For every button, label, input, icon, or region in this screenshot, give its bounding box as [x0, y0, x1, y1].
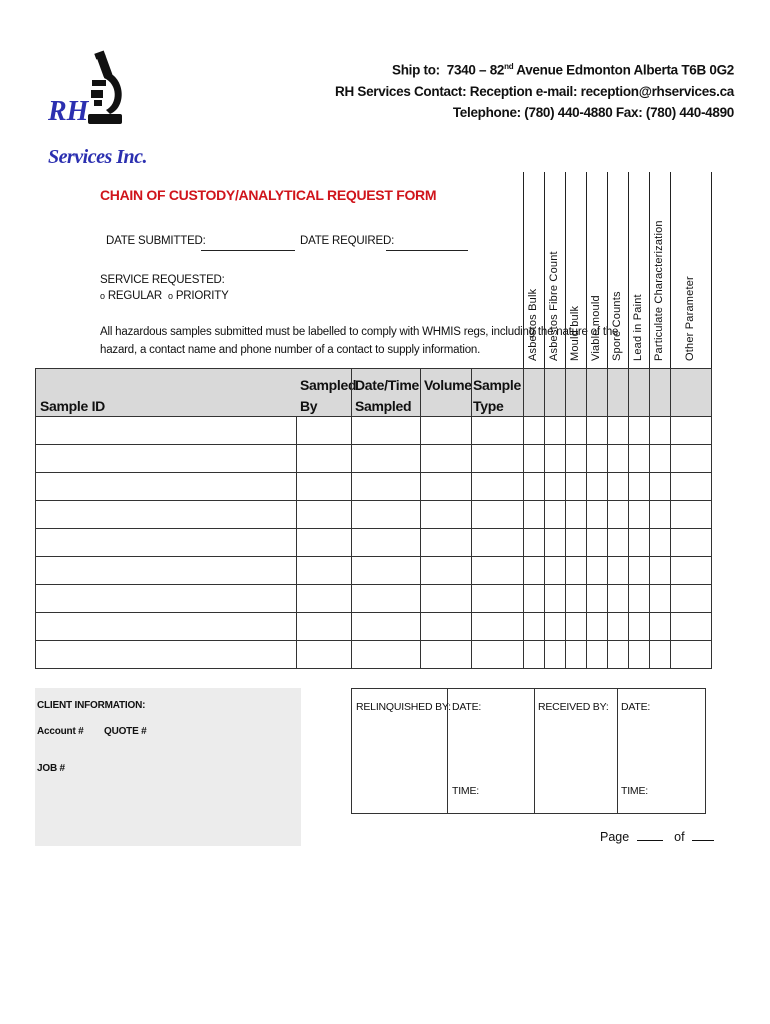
- analysis-header-2: Mould bulk: [568, 305, 581, 361]
- custody-divider: [534, 689, 535, 813]
- sample-id-cell[interactable]: [36, 417, 295, 444]
- regular-radio[interactable]: o: [100, 291, 105, 301]
- service-requested-label: SERVICE REQUESTED:: [100, 274, 225, 286]
- page-counter: [600, 830, 714, 844]
- custody-box: [351, 688, 706, 814]
- sample-id-cell[interactable]: [36, 529, 295, 556]
- logo-company-name: Services Inc.: [48, 146, 148, 168]
- header-sampled-by-line1: Sampled: [300, 377, 357, 393]
- regular-option-label: REGULAR: [107, 290, 163, 302]
- account-label[interactable]: Account #: [37, 726, 84, 737]
- quote-label[interactable]: QUOTE #: [104, 726, 147, 737]
- analysis-header-1: Asbestos Fibre Count: [547, 251, 560, 361]
- ship-to-address-rest: Avenue Edmonton Alberta T6B 0G2: [513, 62, 734, 78]
- page-number-field[interactable]: [637, 840, 663, 841]
- ship-to-label: Ship to:: [392, 62, 440, 78]
- header-date-time: [355, 375, 419, 417]
- client-information-title: CLIENT INFORMATION:: [37, 700, 146, 711]
- header-volume: Volume: [424, 377, 472, 393]
- page-total-field[interactable]: [692, 840, 714, 841]
- sample-id-cell[interactable]: [36, 641, 295, 668]
- header-date-time-line2: Sampled: [355, 398, 412, 414]
- table-column-line: [628, 368, 629, 669]
- table-column-line: [670, 368, 671, 669]
- header-sampled-by-line2: By: [300, 398, 318, 414]
- header-sampled-by: [300, 375, 356, 417]
- analysis-header-3: Viable mould: [589, 295, 602, 361]
- analysis-column-divider: [711, 172, 712, 368]
- table-column-line: [523, 368, 524, 669]
- table-row-line: [35, 668, 711, 669]
- ship-to-block: [335, 56, 734, 123]
- ship-to-ordinal: nd: [504, 62, 514, 71]
- time-field-2[interactable]: TIME:: [621, 785, 648, 797]
- logo-mark: RH: [48, 96, 89, 127]
- header-sample-id: Sample ID: [40, 398, 105, 414]
- whmis-notice-line: hazard, a contact name and phone number of a contact to supply information.: [100, 344, 481, 356]
- sample-id-cell[interactable]: [36, 473, 295, 500]
- service-options: [100, 290, 229, 302]
- ship-to-address: 7340 – 82: [446, 62, 505, 78]
- analysis-column-divider: [628, 172, 629, 368]
- analysis-column-divider: [523, 172, 524, 368]
- priority-option-label: PRIORITY: [175, 290, 229, 302]
- analysis-column-divider: [607, 172, 608, 368]
- analysis-header-4: Spore Counts: [610, 291, 623, 361]
- time-field-1[interactable]: TIME:: [452, 785, 479, 797]
- received-by-field[interactable]: RECEIVED BY:: [538, 701, 609, 713]
- analysis-header-6: Particulate Characterization: [652, 220, 665, 361]
- analysis-header-7: Other Parameter: [683, 276, 696, 361]
- table-column-line: [351, 368, 352, 669]
- date-field-2[interactable]: DATE:: [621, 701, 651, 713]
- header-sample-type-line1: Sample: [473, 377, 521, 393]
- analysis-column-divider: [649, 172, 650, 368]
- table-column-line: [649, 368, 650, 669]
- sample-id-cell[interactable]: [36, 613, 295, 640]
- analysis-column-divider: [586, 172, 587, 368]
- header-date-time-line1: Date/Time: [355, 377, 419, 393]
- of-label: of: [674, 830, 685, 844]
- sample-id-cell[interactable]: [36, 557, 295, 584]
- table-row-line: [35, 368, 711, 369]
- job-label[interactable]: JOB #: [37, 763, 65, 774]
- date-required-label: DATE REQUIRED:: [300, 235, 395, 247]
- analysis-column-divider: [565, 172, 566, 368]
- table-column-line: [544, 368, 545, 669]
- microscope-icon: [82, 50, 128, 130]
- table-column-line: [586, 368, 587, 669]
- table-column-line: [711, 368, 712, 669]
- header-sample-type: [473, 375, 521, 417]
- table-column-line: [296, 416, 297, 669]
- page-label: Page: [600, 830, 630, 844]
- ship-to-line: [335, 56, 734, 81]
- sample-id-cell[interactable]: [36, 445, 295, 472]
- date-submitted-label: DATE SUBMITTED:: [106, 235, 206, 247]
- table-column-line: [420, 368, 421, 669]
- priority-radio[interactable]: o: [168, 291, 173, 301]
- analysis-header-5: Lead in Paint: [631, 294, 644, 361]
- client-information-panel: [35, 688, 301, 846]
- table-column-line: [607, 368, 608, 669]
- date-submitted-field[interactable]: [201, 250, 295, 251]
- custody-divider: [617, 689, 618, 813]
- table-column-line: [471, 368, 472, 669]
- analysis-column-divider: [544, 172, 545, 368]
- header-sample-type-line2: Type: [473, 398, 504, 414]
- sample-id-cell[interactable]: [36, 501, 295, 528]
- relinquished-by-field[interactable]: RELINQUISHED BY:: [356, 701, 451, 713]
- table-column-line: [565, 368, 566, 669]
- analysis-column-divider: [670, 172, 671, 368]
- form-title: CHAIN OF CUSTODY/ANALYTICAL REQUEST FORM: [100, 187, 437, 203]
- sample-id-cell[interactable]: [36, 585, 295, 612]
- telephone-line: Telephone: (780) 440-4880 Fax: (780) 440-4890: [452, 104, 734, 120]
- contact-line: RH Services Contact: Reception e-mail: reception@rhservices.ca: [335, 83, 734, 99]
- whmis-notice-line: All hazardous samples submitted must be labelled to comply with WHMIS regs, including the nature of the: [100, 326, 619, 338]
- sample-table: [35, 368, 711, 669]
- analysis-header-0: Asbestos Bulk: [526, 288, 539, 361]
- date-field-1[interactable]: DATE:: [452, 701, 482, 713]
- whmis-notice: [100, 323, 618, 359]
- date-required-field[interactable]: [386, 250, 468, 251]
